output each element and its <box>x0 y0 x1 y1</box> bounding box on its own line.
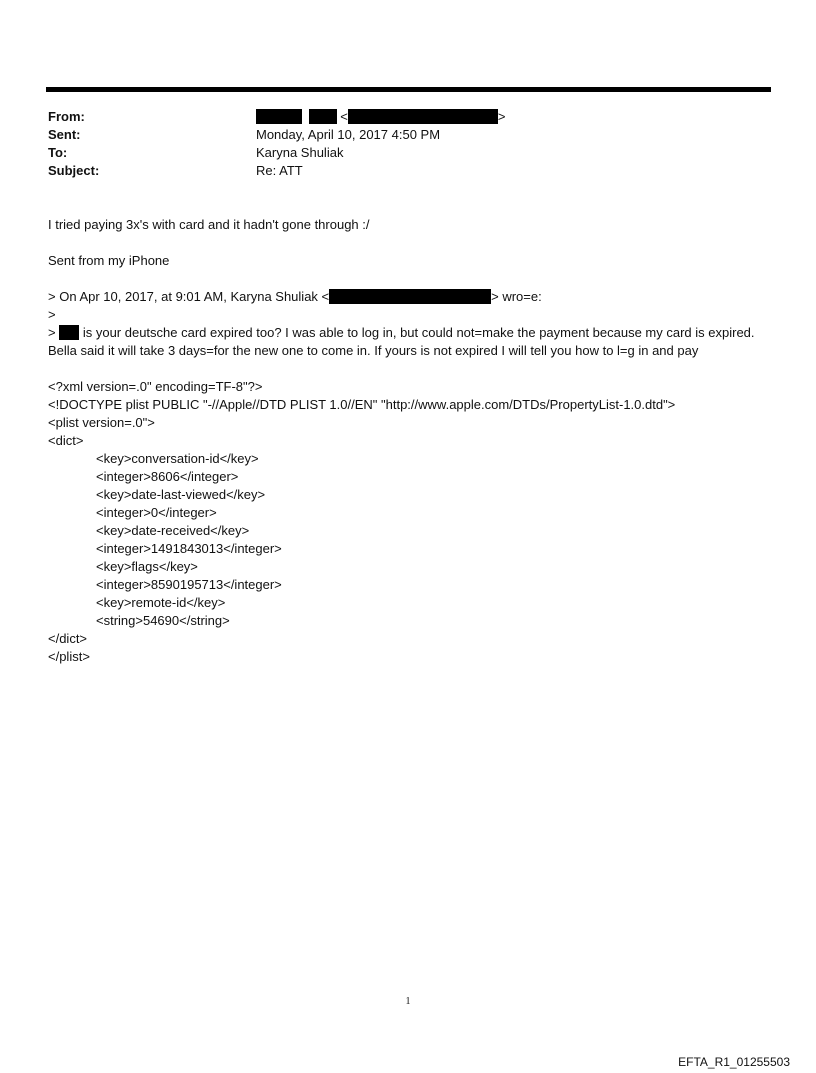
dict-line: <key>remote-id</key> <box>96 595 226 610</box>
xml-line: <!DOCTYPE plist PUBLIC "-//Apple//DTD PLIST 1.0//EN" "http://www.apple.com/DTDs/PropertyList-1.0.dtd"> <box>48 397 676 412</box>
quoted-message <box>48 324 768 360</box>
quote-header-suffix: > wro=e: <box>491 289 542 304</box>
dict-line: <integer>1491843013</integer> <box>96 541 282 556</box>
redaction-block <box>256 109 302 124</box>
dict-line: <integer>0</integer> <box>96 505 217 520</box>
quote-header <box>48 288 542 306</box>
quote-empty-line: > <box>48 307 56 322</box>
dict-line: <key>date-last-viewed</key> <box>96 487 266 502</box>
subject-value: Re: ATT <box>256 163 303 178</box>
to-label: To: <box>48 145 68 160</box>
dict-line: <key>conversation-id</key> <box>96 451 259 466</box>
quote-header-text: > On Apr 10, 2017, at 9:01 AM, Karyna Shuliak < <box>48 289 330 304</box>
from-value <box>256 108 505 126</box>
angle-open: < <box>340 109 348 124</box>
page-number: 1 <box>405 996 411 1007</box>
quoted-message-text: is your deutsche card expired too? I was able to log in, but could not=make the payment because my card is expired. Bella said it will take 3 days=for the new one to come in. If yours is not expired I will tell you how to l=g in and pay <box>48 325 755 358</box>
redaction-block <box>348 109 498 124</box>
xml-line: <dict> <box>48 433 84 448</box>
quote-marker: > <box>48 325 56 340</box>
to-value: Karyna Shuliak <box>256 145 344 160</box>
xml-line: <?xml version=.0" encoding=TF-8"?> <box>48 379 263 394</box>
dict-line: <string>54690</string> <box>96 613 230 628</box>
subject-label: Subject: <box>48 163 100 178</box>
sent-label: Sent: <box>48 127 81 142</box>
redaction-block <box>329 289 491 304</box>
dict-line: <key>date-received</key> <box>96 523 250 538</box>
body-text: I tried paying 3x's with card and it hadn't gone through :/ <box>48 217 370 232</box>
sent-value: Monday, April 10, 2017 4:50 PM <box>256 127 441 142</box>
xml-line: <plist version=.0"> <box>48 415 155 430</box>
closing-line: </dict> <box>48 631 88 646</box>
dict-line: <integer>8590195713</integer> <box>96 577 282 592</box>
header-rule <box>46 87 771 92</box>
redaction-block <box>59 325 79 340</box>
from-label: From: <box>48 109 85 124</box>
redaction-block <box>309 109 337 124</box>
bates-number: EFTA_R1_01255503 <box>678 1055 790 1069</box>
dict-line: <key>flags</key> <box>96 559 198 574</box>
signature-text: Sent from my iPhone <box>48 253 170 268</box>
closing-line: </plist> <box>48 649 90 664</box>
dict-line: <integer>8606</integer> <box>96 469 239 484</box>
angle-close: > <box>497 109 506 124</box>
